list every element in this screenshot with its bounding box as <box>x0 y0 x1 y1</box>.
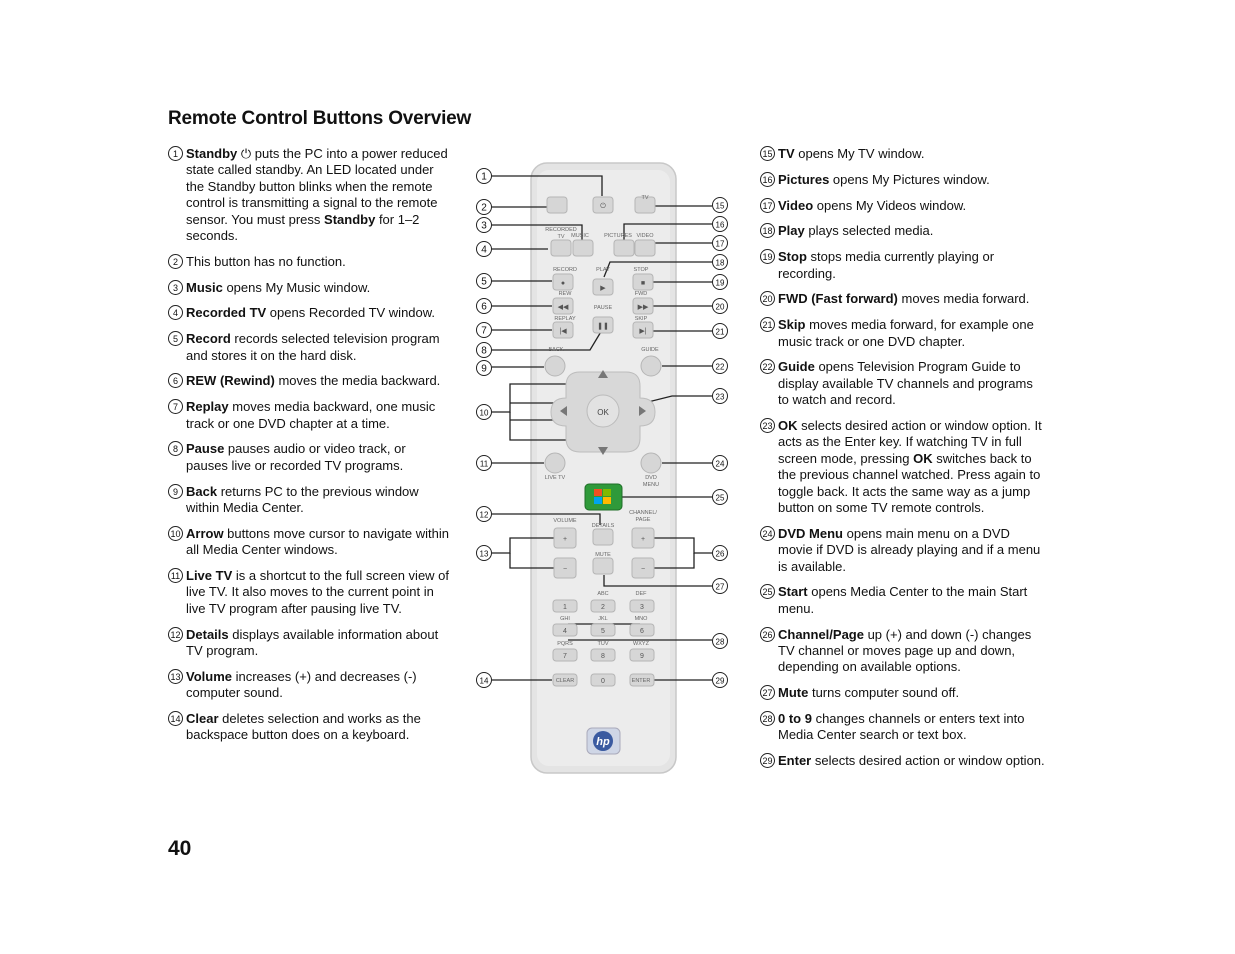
item-text <box>186 441 450 474</box>
description-item <box>168 254 450 270</box>
description-item <box>168 146 450 244</box>
item-text <box>186 254 346 270</box>
item-text <box>186 484 450 517</box>
callout-16: 16 <box>715 220 725 230</box>
item-number: 25 <box>760 584 775 599</box>
label-channel-page: CHANNEL/ <box>629 510 657 516</box>
item-number: 5 <box>168 331 183 346</box>
callout-1: 1 <box>481 171 487 183</box>
ok-label: OK <box>597 408 609 417</box>
description-item <box>168 669 450 702</box>
item-number: 15 <box>760 146 775 161</box>
description-item <box>760 172 1045 188</box>
label-record: RECORD <box>553 267 577 273</box>
skip-glyph: ▶| <box>639 328 647 335</box>
label-pqrs: PQRS <box>557 641 573 647</box>
key-7-glyph: 7 <box>563 653 567 660</box>
item-text <box>186 568 450 617</box>
item-number: 8 <box>168 441 183 456</box>
callout-3: 3 <box>481 220 487 232</box>
description-item <box>760 223 1045 239</box>
label-recorded-tv: TV <box>557 234 565 240</box>
item-text <box>186 280 370 296</box>
item-text <box>778 198 966 214</box>
callout-24: 24 <box>715 459 725 469</box>
description-item <box>760 317 1045 350</box>
label-mno: MNO <box>634 616 648 622</box>
description-item <box>168 373 450 389</box>
item-description: turns computer sound off. <box>808 685 960 701</box>
item-description: pauses audio or video track, or pauses live or recorded TV programs. <box>186 441 406 473</box>
item-number: 16 <box>760 172 775 187</box>
item-number: 26 <box>760 627 775 642</box>
label-ghi: GHI <box>560 616 570 622</box>
callout-19: 19 <box>715 278 725 288</box>
play-glyph: ▶ <box>600 285 606 292</box>
item-description: opens My Music window. <box>222 279 371 295</box>
key-9-glyph: 9 <box>640 653 644 660</box>
item-description: deletes selection and works as the backspace button does on a keyboard. <box>186 711 421 743</box>
description-item <box>760 249 1045 282</box>
item-term: Back <box>186 483 218 499</box>
callout-2: 2 <box>481 202 487 214</box>
item-number: 19 <box>760 249 775 264</box>
item-text <box>186 526 450 559</box>
item-text <box>778 291 1029 307</box>
item-description: opens My Pictures window. <box>829 171 990 187</box>
item-description: ⏻ puts the PC into a power reduced state called standby. An LED located under the Standby button blinks when the remote control is transmitting a signal to the remote sensor. You must press <box>186 146 448 227</box>
label-skip: SKIP <box>634 316 648 322</box>
item-description: returns PC to the previous window within Media Center. <box>186 483 419 516</box>
callout-6: 6 <box>481 301 487 313</box>
key-4-glyph: 4 <box>563 628 567 635</box>
item-number: 28 <box>760 711 775 726</box>
description-item <box>168 526 450 559</box>
description-item <box>760 685 1045 701</box>
description-item <box>168 441 450 474</box>
item-text <box>778 584 1045 617</box>
key-0-glyph: 0 <box>601 678 605 685</box>
item-number: 1 <box>168 146 183 161</box>
navigation-pad <box>551 370 655 455</box>
item-text <box>186 331 450 364</box>
callout-10: 10 <box>479 408 489 418</box>
callout-7: 7 <box>481 325 487 337</box>
page-number: 40 <box>168 837 192 860</box>
item-description: moves the media backward. <box>274 373 441 389</box>
replay-glyph: |◀ <box>559 328 567 335</box>
item-text <box>186 627 450 660</box>
callout-18: 18 <box>715 258 725 268</box>
item-number: 2 <box>168 254 183 269</box>
description-item <box>168 280 450 296</box>
item-term: Music <box>186 279 223 295</box>
item-term: OK <box>913 450 933 466</box>
item-description: opens My Videos window. <box>813 197 967 213</box>
label-pictures: PICTURES <box>604 233 632 239</box>
description-item <box>168 568 450 617</box>
item-term: Play <box>778 223 805 239</box>
callout-12: 12 <box>479 510 489 520</box>
pause-glyph: ❚❚ <box>597 323 609 330</box>
item-description: opens Television Program Guide to display available TV channels and programs to watch and record. <box>778 359 1033 408</box>
callout-4: 4 <box>481 244 487 256</box>
item-term: Channel/Page <box>778 626 864 642</box>
item-term: Mute <box>778 685 809 701</box>
item-description: opens Recorded TV window. <box>266 305 436 321</box>
item-description: increases (+) and decreases (-) computer sound. <box>186 668 417 701</box>
item-number: 7 <box>168 399 183 414</box>
item-term: Skip <box>778 317 806 333</box>
description-item <box>168 305 450 321</box>
item-term: Standby <box>324 211 376 227</box>
pictures-button <box>614 240 634 256</box>
description-item <box>760 359 1045 408</box>
item-text <box>778 711 1045 744</box>
label-abc: ABC <box>597 591 609 597</box>
item-text <box>778 685 959 701</box>
item-text <box>186 399 450 432</box>
item-number: 6 <box>168 373 183 388</box>
label-music: MUSIC <box>571 233 589 239</box>
item-text <box>778 249 1045 282</box>
label-jkl: JKL <box>598 616 608 622</box>
details-button <box>593 529 613 545</box>
item-number: 23 <box>760 418 775 433</box>
description-item <box>168 331 450 364</box>
item-description: stops media currently playing or recording. <box>778 249 995 281</box>
description-item <box>760 711 1045 744</box>
callout-8: 8 <box>481 345 487 357</box>
item-description: records selected television program and stores it on the hard disk. <box>186 331 440 363</box>
item-description: switches back to the previous channel watched. Press again to toggle back. It acts the same way as a jump button on some TV remote controls. <box>778 450 1041 516</box>
item-text <box>186 305 435 321</box>
description-item <box>760 146 1045 162</box>
standby2-glyph: ⏻ <box>600 203 606 210</box>
item-number: 27 <box>760 685 775 700</box>
label-rew: REW <box>558 291 572 297</box>
item-description: is a shortcut to the full screen view of live TV. It also moves to the current point in live TV program after pausing live TV. <box>186 568 450 616</box>
item-term: TV <box>778 146 795 161</box>
item-term: Enter <box>778 753 812 769</box>
item-term: FWD (Fast forward) <box>778 291 898 307</box>
item-term: Pictures <box>778 171 830 187</box>
item-text <box>186 146 450 244</box>
callout-21: 21 <box>715 327 725 337</box>
label-tuv: TUV <box>597 641 609 647</box>
guide-button <box>641 356 661 376</box>
item-text <box>778 223 933 239</box>
item-description: selects desired action or window option. It acts as the Enter key. If watching TV in full screen mode, pressing <box>778 418 1042 466</box>
label-mute: MUTE <box>595 552 611 558</box>
fwd-glyph: ▶▶ <box>637 304 649 311</box>
label-live-tv: LIVE TV <box>544 475 566 481</box>
key-6-glyph: 6 <box>640 628 644 635</box>
callout-11: 11 <box>479 459 489 469</box>
item-description: up (+) and down (-) changes TV channel or moves page up and down, depending on available options. <box>778 626 1032 675</box>
item-text <box>186 711 450 744</box>
callout-9: 9 <box>481 363 487 375</box>
item-number: 21 <box>760 317 775 332</box>
label-tv: TV <box>641 195 649 201</box>
label-volume: VOLUME <box>553 518 577 524</box>
hp-brand-text: hp <box>596 736 610 748</box>
callout-17: 17 <box>715 239 725 249</box>
item-number: 3 <box>168 280 183 295</box>
label-stop: STOP <box>633 267 649 273</box>
item-number: 18 <box>760 223 775 238</box>
channel-down-glyph: − <box>640 566 646 573</box>
description-item <box>760 291 1045 307</box>
item-text <box>778 359 1045 408</box>
music-button <box>573 240 593 256</box>
item-number: 9 <box>168 484 183 499</box>
item-number: 13 <box>168 669 183 684</box>
recorded-tv-button <box>551 240 571 256</box>
label-recorded-tv: RECORDED <box>545 227 577 233</box>
mute-button <box>593 558 613 574</box>
label-guide: GUIDE <box>641 347 659 353</box>
item-term: Arrow <box>186 525 224 541</box>
back-button <box>545 356 565 376</box>
item-number: 12 <box>168 627 183 642</box>
label-play: PLAY <box>596 267 610 273</box>
label-pause: PAUSE <box>593 305 613 311</box>
label-video: VIDEO <box>636 233 654 239</box>
callout-20: 20 <box>715 302 725 312</box>
description-item <box>760 526 1045 575</box>
item-term: Volume <box>186 668 232 684</box>
item-description: opens Media Center to the main Start menu. <box>778 584 1028 616</box>
rew-glyph: ◀◀ <box>557 304 569 311</box>
callout-5: 5 <box>481 276 487 288</box>
video-button <box>635 240 655 256</box>
live-tv-button <box>545 453 565 473</box>
item-description: opens main menu on a DVD movie if DVD is already playing and if a menu is available. <box>778 525 1041 574</box>
item-text <box>778 172 990 188</box>
label-enter: ENTER <box>631 678 651 684</box>
item-term: Pause <box>186 441 225 457</box>
left-descriptions <box>168 146 450 753</box>
item-term: OK <box>778 418 798 433</box>
standby-button <box>547 197 567 213</box>
item-description: opens My TV window. <box>794 146 925 161</box>
item-term: Video <box>778 197 814 213</box>
volume-down-glyph: − <box>562 566 568 573</box>
remote-control-diagram <box>470 150 760 780</box>
item-number: 22 <box>760 359 775 374</box>
item-term: Recorded TV <box>186 305 267 321</box>
callout-13: 13 <box>479 549 489 559</box>
item-term: Clear <box>186 711 219 727</box>
key-3-glyph: 3 <box>640 604 644 611</box>
description-item <box>760 418 1045 516</box>
item-term: Stop <box>778 249 807 265</box>
item-term: REW (Rewind) <box>186 373 275 389</box>
key-5-glyph: 5 <box>601 628 605 635</box>
description-item <box>760 584 1045 617</box>
item-text <box>778 627 1045 676</box>
label-dvd-menu: DVD <box>645 475 657 481</box>
callout-22: 22 <box>715 362 725 372</box>
item-term: Replay <box>186 399 229 415</box>
item-text <box>778 418 1045 516</box>
item-text <box>778 526 1045 575</box>
description-item <box>168 627 450 660</box>
key-1-glyph: 1 <box>563 604 567 611</box>
right-descriptions <box>760 146 1045 779</box>
item-term: Start <box>778 584 808 600</box>
item-text <box>778 146 924 162</box>
item-description: selects desired action or window option. <box>811 753 1045 769</box>
item-number: 17 <box>760 198 775 213</box>
callout-28: 28 <box>715 637 725 647</box>
item-description: for 1–2 seconds. <box>186 211 420 244</box>
description-item <box>760 627 1045 676</box>
item-description: moves media forward. <box>897 291 1030 307</box>
callout-15: 15 <box>715 201 725 211</box>
item-text <box>186 373 440 389</box>
item-number: 4 <box>168 305 183 320</box>
volume-up-glyph: + <box>562 536 568 543</box>
record-glyph: ● <box>560 280 566 287</box>
item-text <box>186 669 450 702</box>
label-details: DETAILS <box>591 523 615 529</box>
item-description: displays available information about TV program. <box>186 626 439 659</box>
item-number: 11 <box>168 568 183 583</box>
item-number: 14 <box>168 711 183 726</box>
description-item <box>760 753 1045 769</box>
dvd-menu-button <box>641 453 661 473</box>
label-def: DEF <box>635 591 647 597</box>
item-text <box>778 317 1045 350</box>
item-term: 0 to 9 <box>778 711 812 727</box>
item-number: 24 <box>760 526 775 541</box>
key-2-glyph: 2 <box>601 604 605 611</box>
item-number: 29 <box>760 753 775 768</box>
item-text <box>778 753 1045 769</box>
item-description: buttons move cursor to navigate within all Media Center windows. <box>186 525 450 558</box>
description-item <box>168 711 450 744</box>
item-term: Details <box>186 626 229 642</box>
item-term: Guide <box>778 359 815 375</box>
stop-glyph: ■ <box>640 280 646 287</box>
page-title: Remote Control Buttons Overview <box>168 108 472 129</box>
callout-25: 25 <box>715 493 725 503</box>
item-description: moves media backward, one music track or one DVD chapter at a time. <box>186 399 436 431</box>
channel-up-glyph: + <box>640 536 646 543</box>
item-description: This button has no function. <box>186 253 346 269</box>
description-item <box>760 198 1045 214</box>
item-term: Live TV <box>186 568 233 584</box>
item-term: DVD Menu <box>778 525 843 541</box>
item-description: plays selected media. <box>804 223 934 239</box>
callout-14: 14 <box>479 676 489 686</box>
label-clear: CLEAR <box>555 678 575 684</box>
callout-29: 29 <box>715 676 725 686</box>
description-item <box>168 484 450 517</box>
label-dvd-menu: MENU <box>642 482 660 488</box>
item-number: 10 <box>168 526 183 541</box>
key-8-glyph: 8 <box>601 653 605 660</box>
item-description: moves media forward, for example one music track or one DVD chapter. <box>778 317 1034 349</box>
label-fwd: FWD <box>634 291 648 297</box>
callout-26: 26 <box>715 549 725 559</box>
label-replay: REPLAY <box>554 316 576 322</box>
item-term: Record <box>186 331 231 347</box>
label-channel-page: PAGE <box>635 517 651 523</box>
callout-27: 27 <box>715 582 725 592</box>
item-term: Standby <box>186 146 238 161</box>
label-wxyz: WXYZ <box>633 641 649 647</box>
item-description: changes channels or enters text into Media Center search or text box. <box>778 711 1025 743</box>
description-item <box>168 399 450 432</box>
label-back: BACK <box>548 347 564 353</box>
item-number: 20 <box>760 291 775 306</box>
callout-23: 23 <box>715 392 725 402</box>
